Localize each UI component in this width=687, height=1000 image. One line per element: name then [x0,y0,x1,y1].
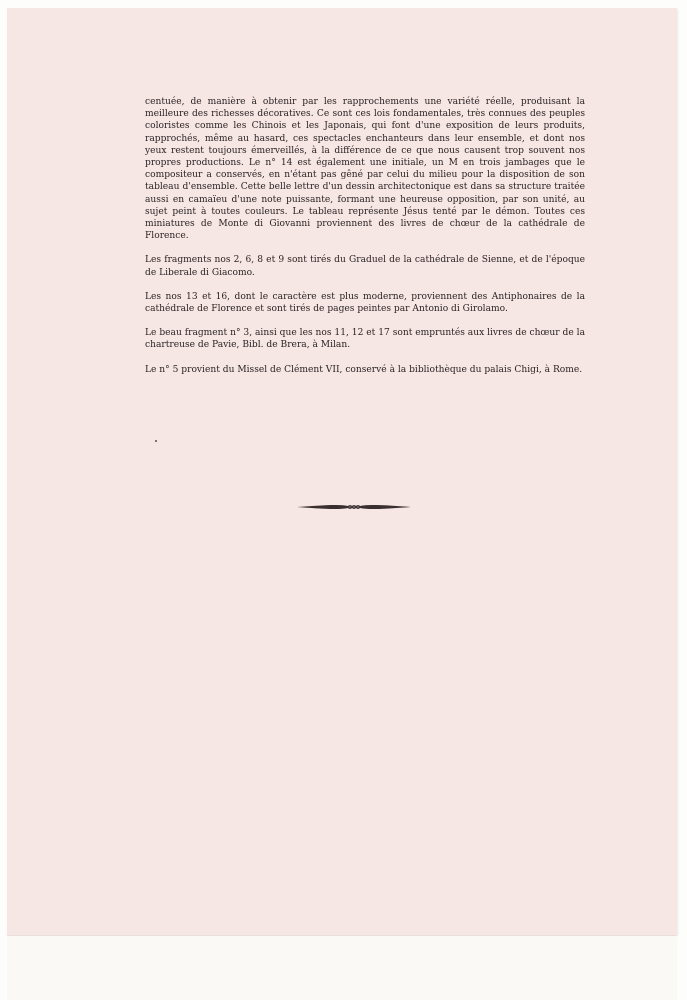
paragraph-1: centuée, de manière à obtenir par les rapprochements une variété réelle, produisant la meilleure des richesses décoratives. Ce sont ces lois fondamentales, très connues des peuples coloristes comme les Chinois et les Japonais, qui font d'une exposition de leurs produits, rapprochés, même au hasard, ces spectacles enchanteurs dans leur ensemble, et dont nos yeux restent toujours émerveillés, à la différence de ce que nous causent trop souvent nos propres productions. Le n° 14 est également une initiale, un M en trois jambages que le compositeur a conservés, en n'étant pas gêné par celui du milieu pour la disposition de son tableau d'ensemble. Cette belle lettre d'un dessin architectonique est dans sa structure traitée aussi en camaïeu d'une note puissante, formant une heureuse opposition, par son unité, au sujet peint à toutes couleurs. Le tableau représente Jésus tenté par le démon. Toutes ces miniatures de Monte di Giovanni proviennent des livres de chœur de la cathédrale de Florence. [145,97,585,242]
ink-speck [155,440,157,442]
sheet-bottom-margin [7,935,677,1000]
body-text [145,96,585,376]
paragraph-2: Les fragments nos 2, 6, 8 et 9 sont tirés du Graduel de la cathédrale de Sienne, et de l'époque de Liberale di Giacomo. [145,255,585,278]
paragraph-5: Le n° 5 provient du Missel de Clément VII, conservé à la bibliothèque du palais Chigi, à Rome. [145,364,583,375]
ornament-divider-icon [295,500,413,514]
paragraph-4: Le beau fragment n° 3, ainsi que les nos 11, 12 et 17 sont empruntés aux livres de chœur de la chartreuse de Pavie, Bibl. de Brera, à Milan. [145,328,585,351]
paragraph-3: Les nos 13 et 16, dont le caractère est plus moderne, proviennent des Antiphonaires de la cathédrale de Florence et sont tirés de pages peintes par Antonio di Girolamo. [145,291,585,315]
